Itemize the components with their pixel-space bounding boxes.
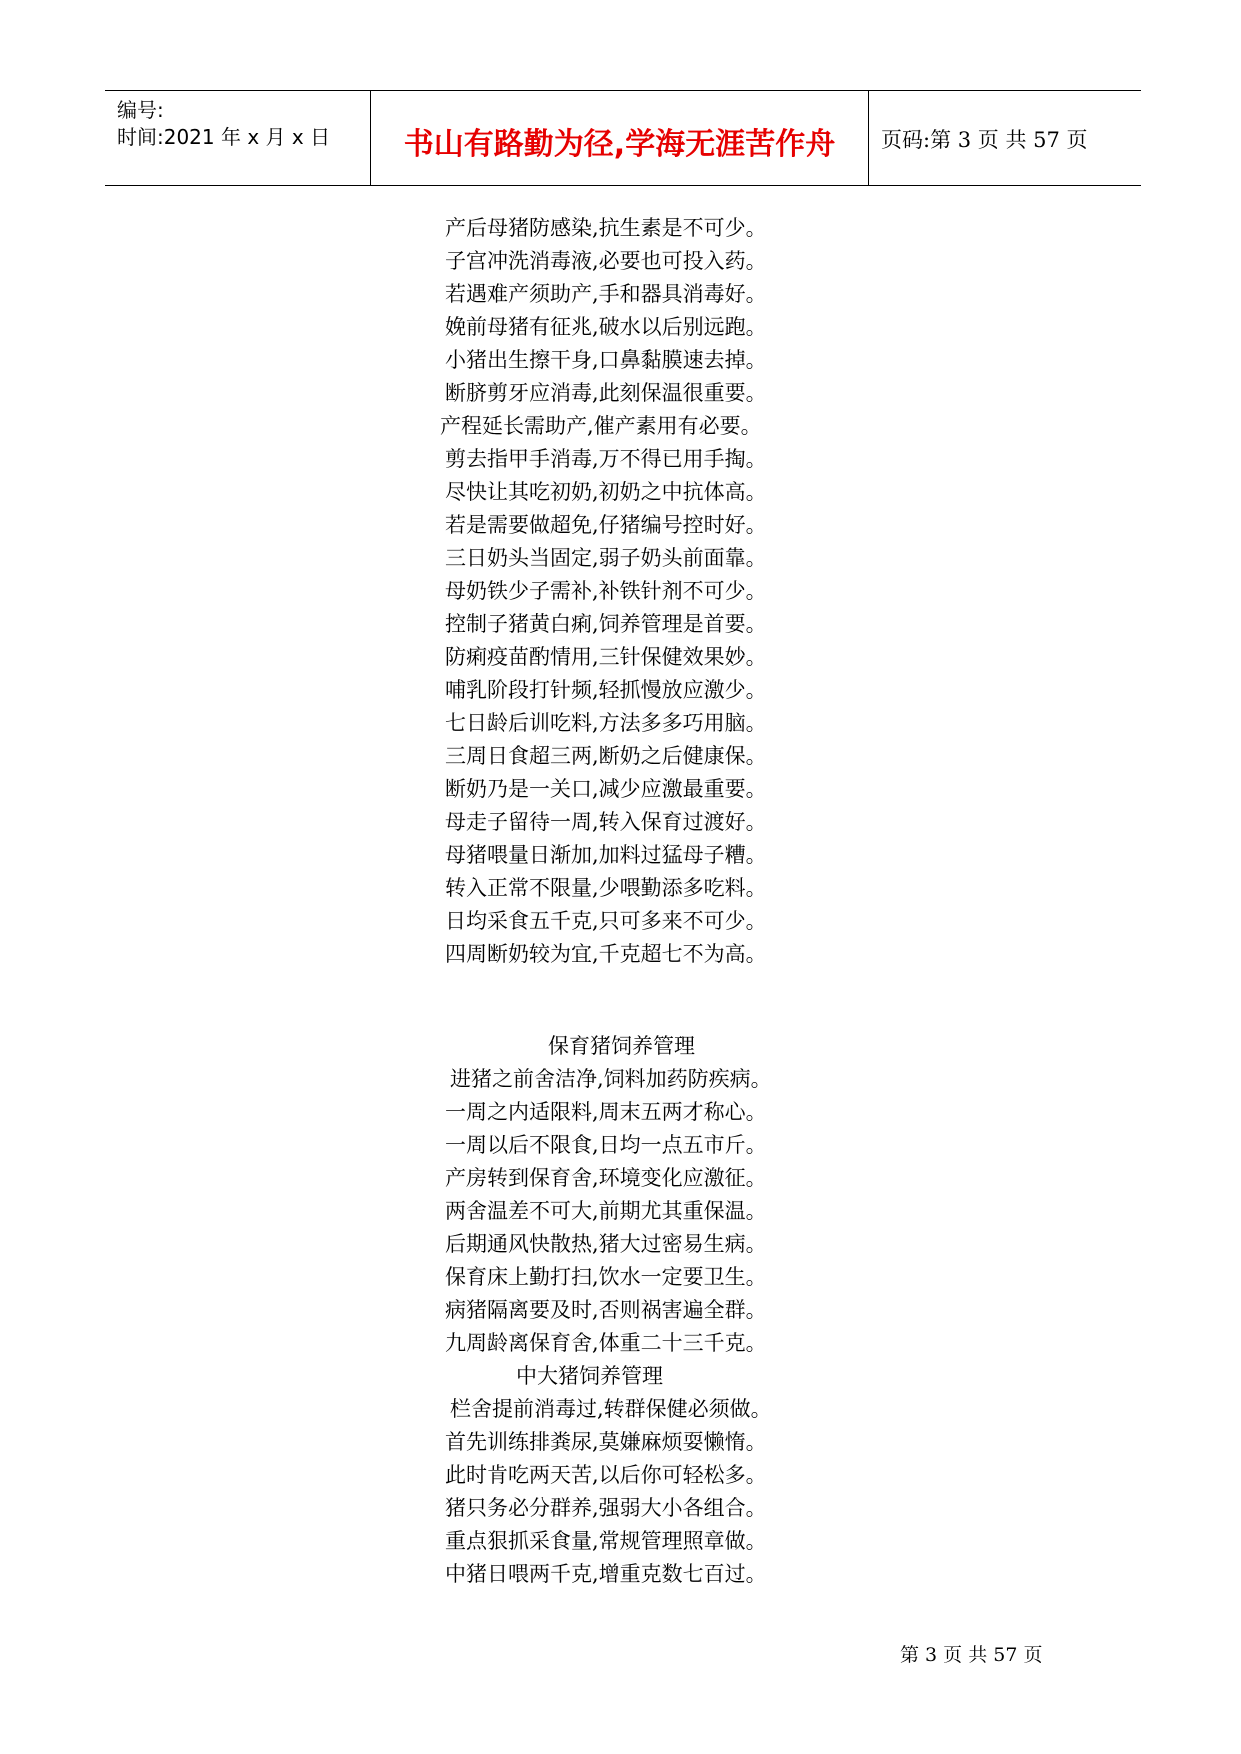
verse-line: 此时肯吃两天苦,以后你可轻松多。 xyxy=(445,1463,767,1487)
verse-line: 猪只务必分群养,强弱大小各组合。 xyxy=(445,1496,767,1520)
document-time-label: 时间:2021 年 x 月 x 日 xyxy=(117,125,331,149)
verse-line: 后期通风快散热,猪大过密易生病。 xyxy=(445,1232,767,1256)
document-header xyxy=(105,90,1141,186)
header-center-cell xyxy=(370,91,869,185)
verse-line: 防痢疫苗酌情用,三针保健效果妙。 xyxy=(445,645,767,669)
verse-line: 尽快让其吃初奶,初奶之中抗体高。 xyxy=(445,480,767,504)
verse-line: 日均采食五千克,只可多来不可少。 xyxy=(445,909,767,933)
verse-line: 剪去指甲手消毒,万不得已用手掏。 xyxy=(445,447,767,471)
verse-line: 七日龄后训吃料,方法多多巧用脑。 xyxy=(445,711,767,735)
verse-line: 若是需要做超免,仔猪编号控时好。 xyxy=(445,513,767,537)
verse-line: 栏舍提前消毒过,转群保健必须做。 xyxy=(450,1397,772,1421)
verse-line: 控制子猪黄白痢,饲养管理是首要。 xyxy=(445,612,767,636)
verse-line: 娩前母猪有征兆,破水以后别远跑。 xyxy=(445,315,767,339)
page-footer: 第 3 页 共 57 页 xyxy=(900,1644,1043,1666)
verse-line: 九周龄离保育舍,体重二十三千克。 xyxy=(445,1331,767,1355)
verse-line: 子宫冲洗消毒液,必要也可投入药。 xyxy=(445,249,767,273)
verse-line: 中猪日喂两千克,增重克数七百过。 xyxy=(445,1562,767,1586)
verse-line: 母走子留待一周,转入保育过渡好。 xyxy=(445,810,767,834)
verse-line: 小猪出生擦干身,口鼻黏膜速去掉。 xyxy=(445,348,767,372)
section-title-grower: 中大猪饲养管理 xyxy=(516,1364,663,1388)
verse-line: 产房转到保育舍,环境变化应激征。 xyxy=(445,1166,767,1190)
verse-line: 转入正常不限量,少喂勤添多吃料。 xyxy=(445,876,767,900)
verse-line: 产程延长需助产,催产素用有必要。 xyxy=(440,414,762,438)
verse-line: 三日奶头当固定,弱子奶头前面靠。 xyxy=(445,546,767,570)
verse-line: 四周断奶较为宜,千克超七不为高。 xyxy=(445,942,767,966)
verse-line: 一周之内适限料,周末五两才称心。 xyxy=(445,1100,767,1124)
document-number-label: 编号: xyxy=(117,98,164,122)
verse-line: 进猪之前舍洁净,饲料加药防疾病。 xyxy=(450,1067,772,1091)
verse-line: 两舍温差不可大,前期尤其重保温。 xyxy=(445,1199,767,1223)
verse-line: 病猪隔离要及时,否则祸害遍全群。 xyxy=(445,1298,767,1322)
verse-line: 产后母猪防感染,抗生素是不可少。 xyxy=(445,216,767,240)
header-page-label: 页码:第 3 页 共 57 页 xyxy=(881,128,1088,152)
verse-line: 母奶铁少子需补,补铁针剂不可少。 xyxy=(445,579,767,603)
header-left-cell xyxy=(105,91,370,185)
section-title-nursery: 保育猪饲养管理 xyxy=(548,1034,695,1058)
verse-line: 保育床上勤打扫,饮水一定要卫生。 xyxy=(445,1265,767,1289)
header-right-cell xyxy=(868,91,1141,185)
verse-line: 首先训练排粪尿,莫嫌麻烦耍懒惰。 xyxy=(445,1430,767,1454)
verse-line: 断奶乃是一关口,减少应激最重要。 xyxy=(445,777,767,801)
verse-line: 哺乳阶段打针频,轻抓慢放应激少。 xyxy=(445,678,767,702)
verse-line: 若遇难产须助产,手和器具消毒好。 xyxy=(445,282,767,306)
verse-line: 母猪喂量日渐加,加料过猛母子糟。 xyxy=(445,843,767,867)
verse-line: 重点狠抓采食量,常规管理照章做。 xyxy=(445,1529,767,1553)
verse-line: 一周以后不限食,日均一点五市斤。 xyxy=(445,1133,767,1157)
verse-line: 断脐剪牙应消毒,此刻保温很重要。 xyxy=(445,381,767,405)
verse-line: 三周日食超三两,断奶之后健康保。 xyxy=(445,744,767,768)
header-motto: 书山有路勤为径,学海无涯苦作舟 xyxy=(403,127,836,162)
